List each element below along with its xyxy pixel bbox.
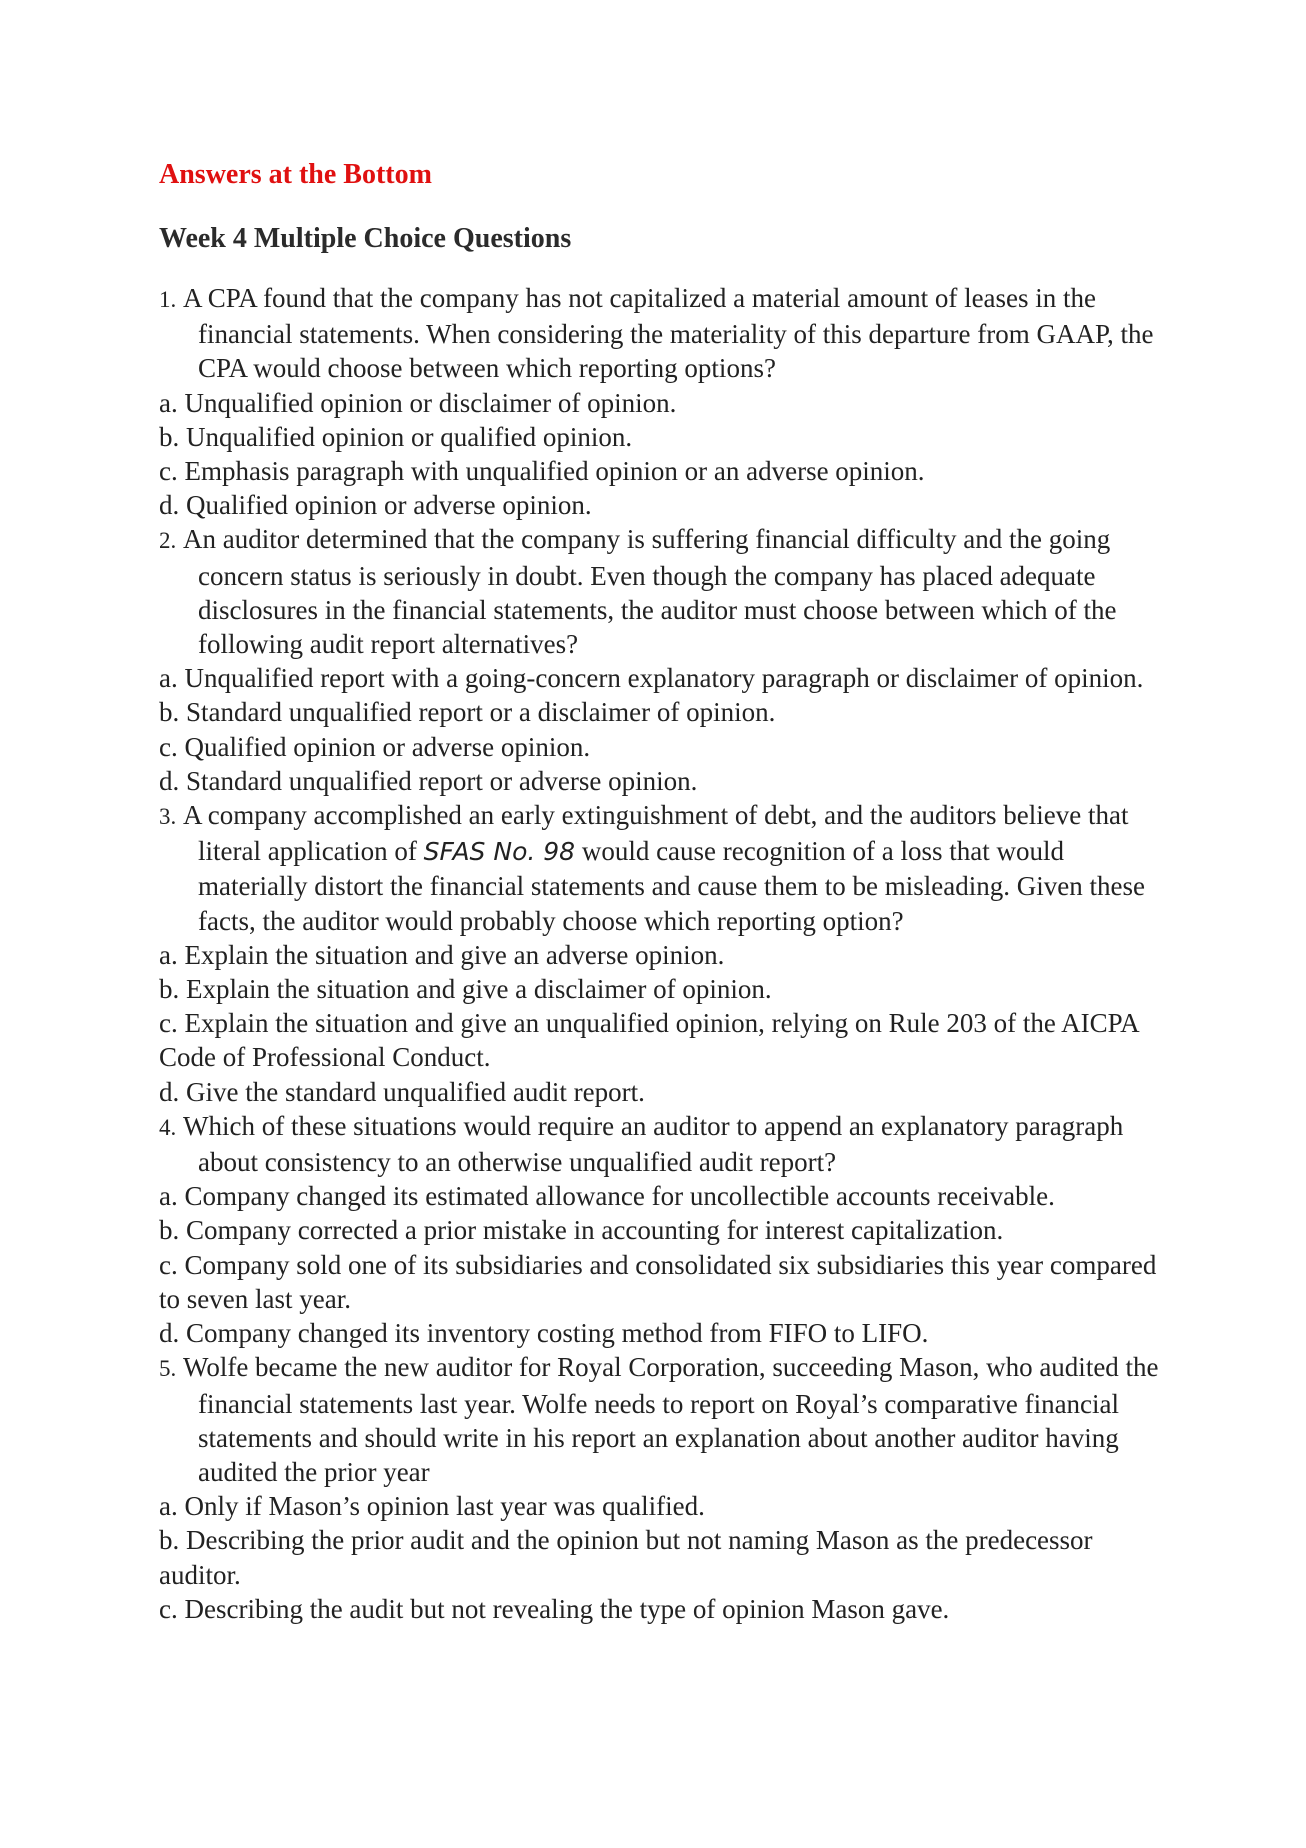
question-text: Which of these situations would require an auditor to append an explanatory paragraph about consistency to an otherwise unqualified audit report? bbox=[183, 1110, 1124, 1178]
question-number: 1. bbox=[159, 287, 177, 312]
question-2 bbox=[159, 522, 1169, 798]
question-1 bbox=[159, 281, 1169, 522]
answer-option: d. Qualified opinion or adverse opinion. bbox=[159, 490, 592, 521]
answer-option: b. Company corrected a prior mistake in accounting for interest capitalization. bbox=[159, 1215, 1004, 1246]
answer-option: d. Standard unqualified report or adverse opinion. bbox=[159, 765, 698, 796]
answer-option: b. Standard unqualified report or a disclaimer of opinion. bbox=[159, 697, 776, 728]
question-number: 2. bbox=[159, 528, 177, 554]
answer-option: d. Company changed its inventory costing method from FIFO to LIFO. bbox=[159, 1318, 929, 1349]
question-number: 4. bbox=[159, 1114, 177, 1140]
answer-option: d. Give the standard unqualified audit report. bbox=[159, 1076, 645, 1107]
question-stem bbox=[159, 798, 1169, 938]
question-number: 3. bbox=[159, 804, 177, 830]
answer-option: c. Describing the audit but not revealing the type of opinion Mason gave. bbox=[159, 1593, 950, 1624]
question-text-before: A company accomplished an early extinguishment of debt, and the auditors believe that literal application of bbox=[183, 800, 1129, 867]
page-title: Week 4 Multiple Choice Questions bbox=[159, 223, 572, 254]
question-stem bbox=[159, 281, 1169, 386]
answer-option: b. Unqualified opinion or qualified opinion. bbox=[159, 421, 633, 452]
standard-reference: SFAS No. 98 bbox=[423, 837, 576, 867]
question-4 bbox=[159, 1109, 1169, 1350]
question-number: 5. bbox=[159, 1356, 177, 1382]
answer-option: b. Describing the prior audit and the opinion but not naming Mason as the predecessor auditor. bbox=[159, 1525, 1093, 1590]
answer-option: c. Qualified opinion or adverse opinion. bbox=[159, 731, 591, 762]
question-stem bbox=[159, 1350, 1169, 1489]
answer-option: c. Emphasis paragraph with unqualified opinion or an adverse opinion. bbox=[159, 456, 925, 487]
answer-option: a. Explain the situation and give an adverse opinion. bbox=[159, 939, 725, 970]
answer-option: a. Only if Mason’s opinion last year was qualified. bbox=[159, 1491, 705, 1522]
question-list bbox=[159, 281, 1169, 1626]
question-text: An auditor determined that the company is suffering financial difficulty and the going concern status is seriously in doubt. Even though the company has placed adequate disclosures in the financial statements, the auditor must choose between which of the following audit report alternatives? bbox=[183, 524, 1117, 660]
question-text bbox=[183, 800, 1145, 936]
question-5 bbox=[159, 1350, 1169, 1626]
answer-option: c. Explain the situation and give an unqualified opinion, relying on Rule 203 of the AICPA Code of Professional Conduct. bbox=[159, 1008, 1139, 1073]
document-content bbox=[159, 158, 1169, 1626]
question-text: Wolfe became the new auditor for Royal Corporation, succeeding Mason, who audited the financial statements last year. Wolfe needs to report on Royal’s comparative financial statements and should write in his report an explanation about another auditor having audited the prior year bbox=[183, 1352, 1159, 1487]
question-stem bbox=[159, 1109, 1169, 1179]
answer-option: a. Unqualified opinion or disclaimer of opinion. bbox=[159, 387, 677, 418]
answer-option: c. Company sold one of its subsidiaries and consolidated six subsidiaries this year compared to seven last year. bbox=[159, 1249, 1157, 1314]
answer-option: b. Explain the situation and give a disclaimer of opinion. bbox=[159, 974, 772, 1005]
answers-note: Answers at the Bottom bbox=[159, 159, 432, 190]
answer-option: a. Company changed its estimated allowance for uncollectible accounts receivable. bbox=[159, 1181, 1055, 1212]
question-text: A CPA found that the company has not capitalized a material amount of leases in the financial statements. When considering the materiality of this departure from GAAP, the CPA would choose between which reporting options? bbox=[183, 283, 1154, 384]
answer-option: a. Unqualified report with a going-concern explanatory paragraph or disclaimer of opinion. bbox=[159, 663, 1144, 694]
question-text-after: would cause recognition of a loss that would materially distort the financial statements and cause them to be misleading. Given these facts, the auditor would probably choose which reporting option? bbox=[198, 836, 1145, 936]
question-3 bbox=[159, 798, 1169, 1109]
question-stem bbox=[159, 522, 1169, 661]
